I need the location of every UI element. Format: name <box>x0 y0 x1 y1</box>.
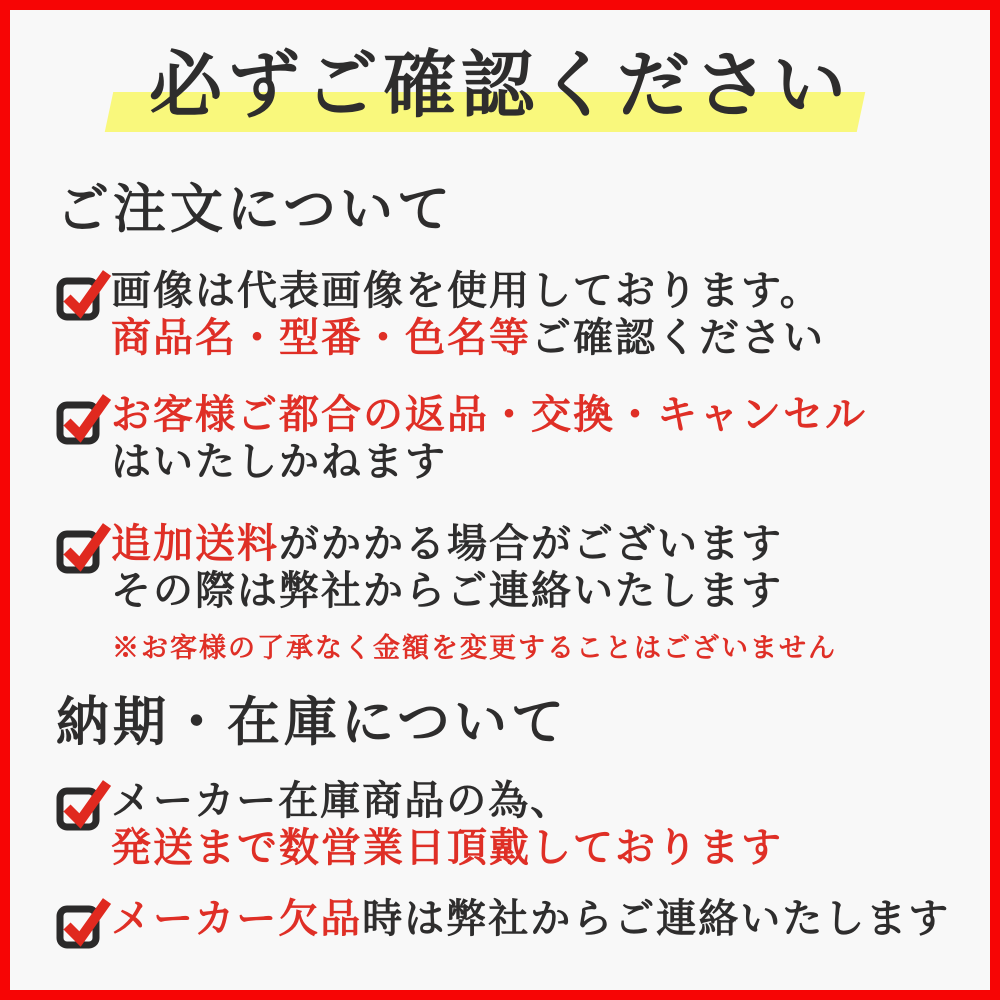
item-line <box>111 777 783 824</box>
checklist-item <box>56 895 990 949</box>
item-text <box>111 267 825 361</box>
item-line-segment: その際は弊社からご連絡いたします <box>111 567 783 613</box>
checklist-item <box>56 520 990 614</box>
checked-checkbox-icon <box>56 777 110 831</box>
checklist-item <box>56 391 990 485</box>
item-line-segment: はいたしかねます <box>111 439 447 485</box>
item-line-segment: メーカー在庫商品の為、 <box>111 777 573 823</box>
checked-checkbox-icon <box>56 391 110 445</box>
item-text <box>111 895 950 942</box>
item-line-segment: ご確認ください <box>531 315 825 361</box>
item-line <box>111 267 825 314</box>
item-line-segment: がかかる場合がございます <box>279 520 783 566</box>
item-line <box>111 520 783 567</box>
page-title-text: 必ずご確認ください <box>149 45 851 126</box>
checked-checkbox-icon <box>56 520 110 574</box>
checked-checkbox-icon <box>56 895 110 949</box>
item-line <box>111 895 950 942</box>
item-line-segment: メーカー欠品 <box>111 896 363 942</box>
checked-checkbox-icon <box>56 267 110 321</box>
item-line-segment: 商品名・型番・色名等 <box>111 315 531 361</box>
item-line <box>111 824 783 871</box>
item-line <box>111 438 867 485</box>
item-line-segment: 発送まで数営業日頂戴しております <box>111 825 783 871</box>
section-heading-delivery-stock: 納期・在庫について <box>56 694 568 752</box>
page-title <box>149 44 851 128</box>
item-text <box>111 777 783 871</box>
title-row <box>10 44 990 128</box>
checklist-item <box>56 267 990 361</box>
item-line-segment: 画像は代表画像を使用しております。 <box>111 267 822 313</box>
price-change-disclaimer-note: ※お客様の了承なく金額を変更することはございません <box>112 633 837 663</box>
section-heading-orders: ご注文について <box>56 180 454 239</box>
item-line <box>111 567 783 614</box>
item-text <box>111 520 783 614</box>
item-text <box>111 391 867 485</box>
item-line-segment: 時は弊社からご連絡いたします <box>362 896 951 942</box>
item-line-segment: お客様ご都合の返品・交換・キャンセル <box>111 392 867 438</box>
item-line-segment: 追加送料 <box>111 520 279 566</box>
item-line <box>111 314 825 361</box>
item-line <box>111 391 867 438</box>
checklist-item <box>56 777 990 871</box>
